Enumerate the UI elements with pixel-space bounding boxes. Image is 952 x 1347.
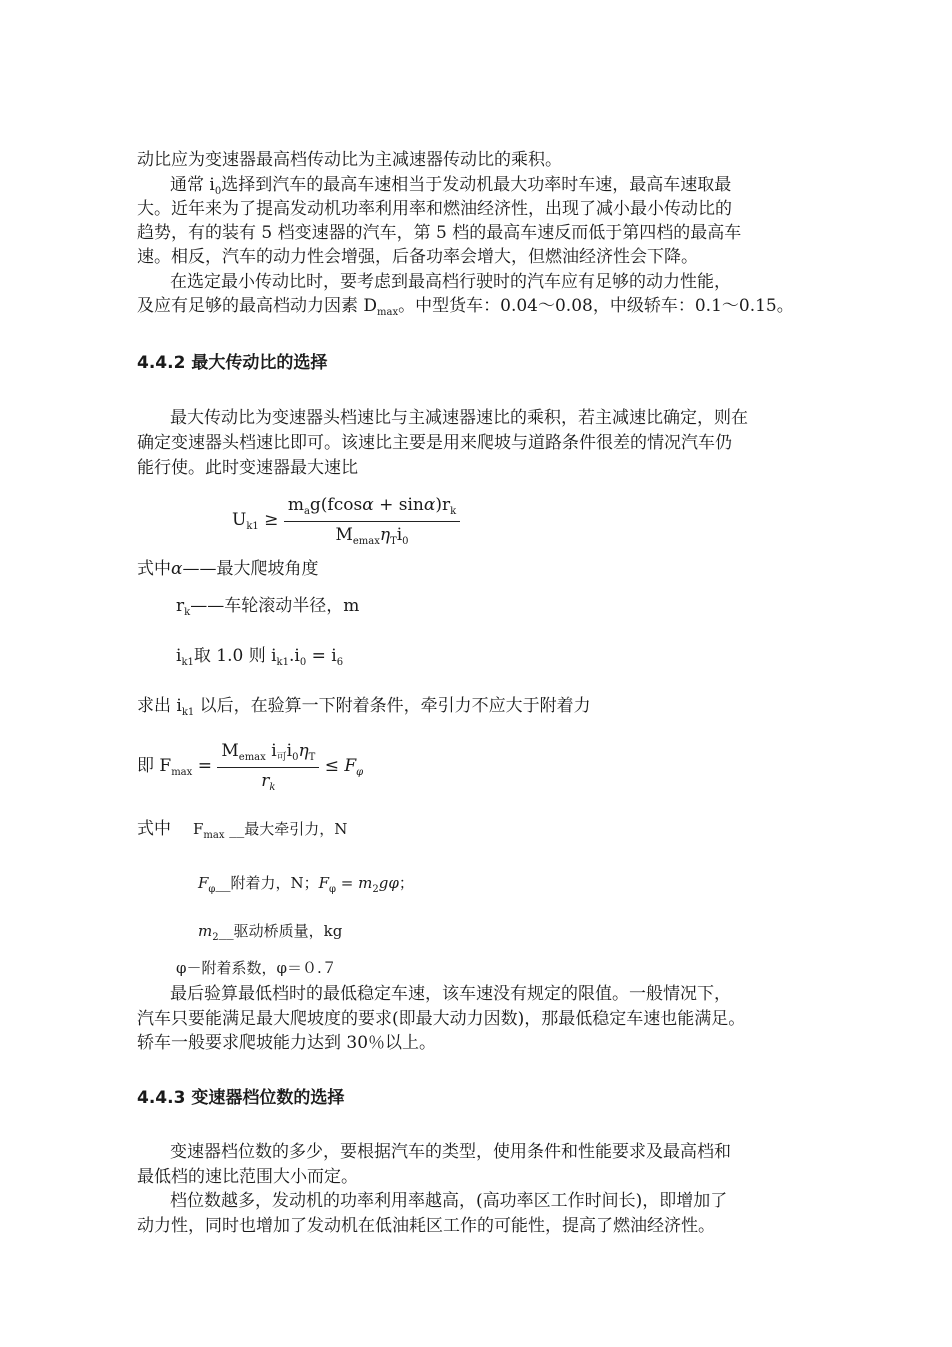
text-line — [137, 695, 823, 720]
subscript: max — [377, 307, 399, 318]
text-span: α — [171, 559, 183, 579]
text-line — [137, 1032, 823, 1054]
text-line — [176, 645, 862, 670]
text-span: 求出 i — [137, 696, 182, 716]
text-span: )r — [435, 495, 451, 515]
text-span: 确定变速器头档速比即可。该速比主要是用来爬坡与道路条件很差的情况汽车仍 — [137, 433, 732, 453]
text-span: __最大牵引力，N — [224, 820, 348, 838]
subscript: k — [450, 506, 457, 517]
subscript: max — [203, 830, 225, 841]
text-line — [137, 246, 823, 268]
subscript: emax — [352, 536, 380, 547]
text-span: 趋势，有的装有 5 档变速器的汽车，第 5 档的最高车速反而低于第四档的最高车 — [137, 223, 742, 243]
subscript: 2 — [372, 884, 379, 895]
text-line — [137, 1166, 823, 1188]
text-line — [170, 983, 856, 1005]
text-span: 能行使。此时变速器最大速比 — [137, 458, 358, 478]
text-line — [137, 198, 823, 220]
denominator — [217, 768, 319, 795]
text-span: g(fcos — [309, 495, 363, 515]
subscript: k — [269, 782, 276, 793]
subscript: emax — [238, 752, 266, 763]
text-span: 取 1.0 则 i — [193, 646, 277, 666]
text-line — [137, 457, 823, 479]
text-span: i — [396, 525, 403, 545]
text-span: 动比应为变速器最高档传动比为主减速器传动比的乘积。 — [137, 150, 562, 170]
text-line — [170, 407, 856, 429]
text-span: 汽车只要能满足最大爬坡度的要求(即最大动力因数)，那最低稳定车速也能满足。 — [137, 1009, 746, 1029]
text-span: 即 F — [137, 756, 172, 776]
text-span: 选择到汽车的最高车速相当于发动机最大功率时车速，最高车速取最 — [221, 175, 732, 195]
text-span: 通常 i — [170, 175, 215, 195]
subscript: T — [390, 536, 397, 547]
text-span: α — [362, 495, 374, 515]
subscript: 0 — [299, 657, 307, 668]
text-line — [176, 595, 862, 620]
text-span: 最低档的速比范围大小而定。 — [137, 1167, 358, 1187]
text-span: 式中 — [137, 819, 171, 839]
text-span: F — [193, 820, 204, 838]
text-line — [176, 957, 862, 979]
text-span: 档位数越多，发动机的功率利用率越高，(高功率区工作时间长)，即增加了 — [170, 1191, 728, 1211]
text-span: φ－附着系数，φ＝０.７ — [176, 959, 337, 977]
text-line — [137, 222, 823, 244]
text-line — [137, 558, 823, 580]
subscript: φ — [208, 884, 216, 895]
text-line — [137, 149, 823, 171]
text-span: 及应有足够的最高档动力因素 D — [137, 296, 378, 316]
text-line — [137, 295, 823, 320]
text-span: 变速器档位数的多少，要根据汽车的类型，使用条件和性能要求及最高档和 — [170, 1142, 731, 1162]
text-span: η — [298, 741, 309, 761]
text-span: 最大传动比为变速器头档速比与主减速器速比的乘积，若主减速比确定，则在 — [170, 408, 748, 428]
subscript: max — [171, 767, 193, 778]
text-span: + sin — [373, 495, 424, 515]
text-span: = — [192, 756, 212, 776]
text-span: m — [198, 922, 213, 940]
subscript: 2 — [212, 932, 219, 943]
text-span: ≥ — [258, 510, 279, 530]
section-heading: 4.4.3 变速器档位数的选择 — [137, 1088, 345, 1108]
text-line — [198, 872, 884, 897]
text-span: 轿车一般要求爬坡能力达到 30％以上。 — [137, 1033, 437, 1053]
text-line — [170, 1190, 856, 1212]
subscript: φ — [356, 767, 364, 778]
text-line — [137, 1215, 823, 1237]
text-span: r — [176, 596, 185, 616]
text-span: ； — [398, 874, 414, 892]
text-span: 最后验算最低档时的最低稳定车速，该车速没有规定的限值。一般情况下， — [170, 984, 731, 1004]
text-span: m — [287, 495, 304, 515]
text-line — [170, 271, 856, 293]
text-span: ——最大爬坡角度 — [182, 559, 319, 579]
fraction — [284, 494, 460, 549]
fraction — [217, 740, 319, 795]
text-span: i — [286, 741, 293, 761]
text-span: 式中 — [137, 559, 171, 579]
text-span: F — [198, 874, 209, 892]
text-line — [170, 174, 856, 199]
text-span: M — [221, 741, 239, 761]
subscript: 0 — [292, 752, 299, 763]
denominator — [284, 522, 460, 549]
text-span: 以后，在验算一下附着条件，牵引力不应大于附着力 — [194, 696, 591, 716]
text-span: ——车轮滚动半径，m — [190, 596, 360, 616]
text-span: 。中型货车：0.04～0.08，中级轿车：0.1～0.15。 — [398, 296, 794, 316]
text-span: α — [423, 495, 436, 515]
formula-lhs — [137, 755, 212, 780]
text-span: i — [265, 741, 277, 761]
section-heading: 4.4.2 最大传动比的选择 — [137, 353, 328, 373]
text-span: __附着力，N； — [215, 874, 319, 892]
subscript: φ — [329, 884, 337, 895]
text-span: gφ — [378, 874, 399, 892]
formula-lhs — [232, 509, 278, 534]
text-span: ≤ F — [324, 756, 357, 776]
text-span: __驱动桥质量，kg — [218, 922, 343, 940]
text-span: = i — [306, 646, 337, 666]
text-span: F — [318, 874, 329, 892]
subscript: k — [184, 607, 191, 618]
formula-max-ratio — [232, 494, 460, 549]
text-line — [137, 432, 823, 454]
text-line — [137, 1008, 823, 1030]
text-span: 动力性，同时也增加了发动机在低油耗区工作的可能性，提高了燃油经济性。 — [137, 1216, 715, 1236]
text-span: 大。近年来为了提高发动机功率利用率和燃油经济性，出现了减小最小传动比的 — [137, 199, 732, 219]
text-span: .i — [288, 646, 300, 666]
text-span: i — [176, 646, 182, 666]
text-span: 速。相反，汽车的动力性会增强，后备功率会增大，但燃油经济性会下降。 — [137, 247, 698, 267]
text-line — [170, 1141, 856, 1163]
subscript: 6 — [336, 657, 344, 668]
text-span: U — [232, 510, 247, 530]
subscript: 0 — [402, 536, 409, 547]
text-span: = m — [336, 874, 373, 892]
subscript: 0 — [214, 186, 222, 197]
text-span: η — [379, 525, 391, 545]
subscript: T — [308, 752, 316, 763]
subscript: a — [303, 506, 310, 517]
subscript: k1 — [276, 657, 289, 668]
formula-traction — [137, 740, 363, 795]
text-span: M — [335, 525, 353, 545]
text-span: 在选定最小传动比时，要考虑到最高档行驶时的汽车应有足够的动力性能， — [170, 272, 731, 292]
subscript: k1 — [181, 657, 194, 668]
numerator — [217, 740, 319, 768]
subscript: k1 — [246, 521, 259, 532]
numerator — [284, 494, 460, 522]
text-line — [137, 818, 823, 843]
formula-rhs — [325, 755, 363, 780]
subscript: 可 — [276, 752, 287, 763]
text-span: r — [261, 771, 270, 791]
text-line — [198, 920, 884, 945]
subscript: k1 — [181, 707, 195, 718]
